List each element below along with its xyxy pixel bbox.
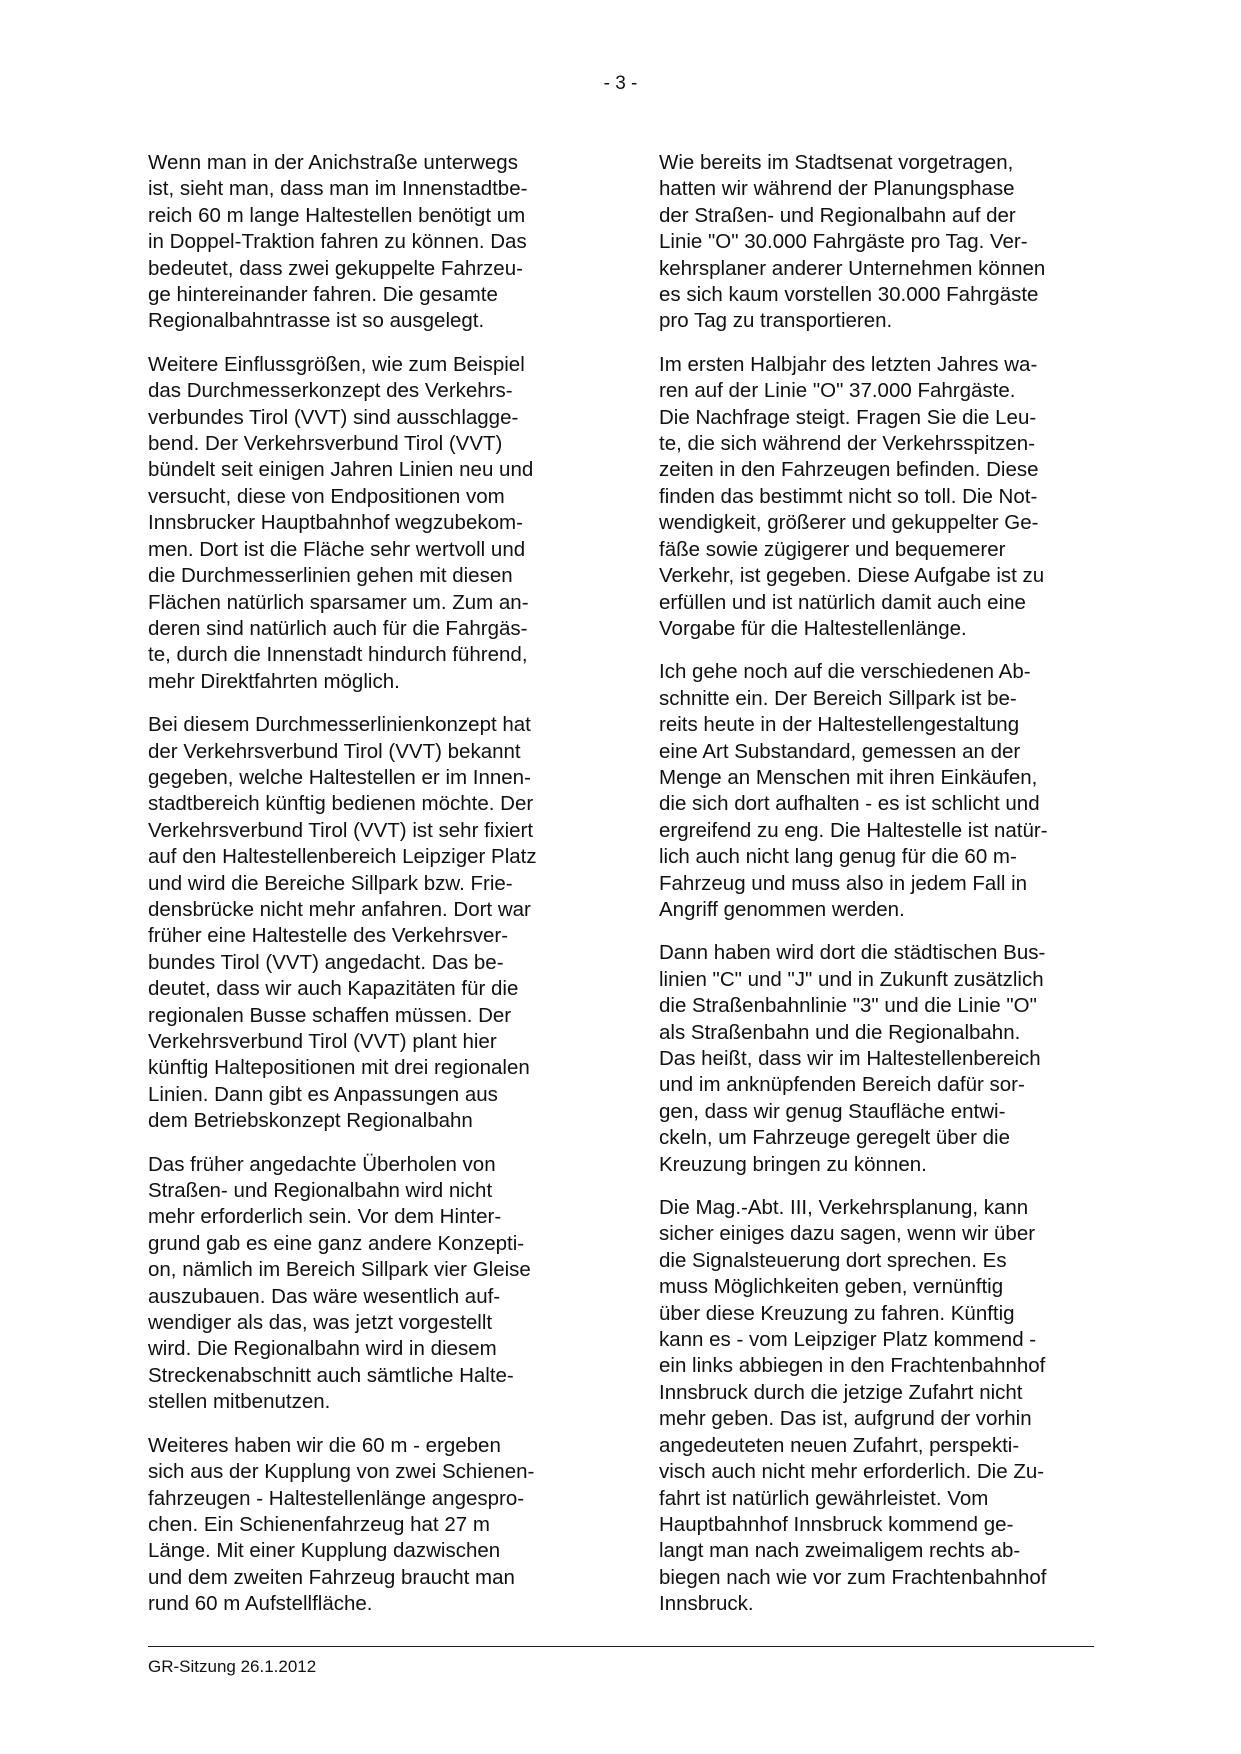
text-line: men. Dort ist die Fläche sehr wertvoll und <box>148 537 526 561</box>
text-line: Wie bereits im Stadtsenat vorgetragen, <box>659 151 1014 174</box>
text-line: Angriff genommen werden. <box>659 897 905 921</box>
paragraph <box>148 352 584 695</box>
text-line: verbundes Tirol (VVT) sind ausschlagge- <box>148 405 519 429</box>
text-line: reich 60 m lange Haltestellen benötigt um <box>148 203 526 227</box>
text-line: Regionalbahntrasse ist so ausgelegt. <box>148 309 485 333</box>
text-line: fahrt ist natürlich gewährleistet. Vom <box>659 1486 989 1510</box>
paragraph <box>148 712 584 1135</box>
text-line: Linien. Dann gibt es Anpassungen aus <box>148 1082 498 1106</box>
left-column <box>148 150 584 1635</box>
text-line: Weitere Einflussgrößen, wie zum Beispiel <box>148 352 525 376</box>
text-line: eine Art Substandard, gemessen an der <box>659 739 1021 763</box>
text-line: mehr geben. Das ist, aufgrund der vorhin <box>659 1407 1032 1431</box>
text-line: grund gab es eine ganz andere Konzepti- <box>148 1231 525 1255</box>
text-line: bedeutet, dass zwei gekuppelte Fahrzeu- <box>148 256 523 280</box>
text-line: Das heißt, dass wir im Haltestellenbereich <box>659 1047 1041 1070</box>
text-line: Verkehrsverbund Tirol (VVT) ist sehr fixiert <box>148 818 534 842</box>
text-line: versucht, diese von Endpositionen vom <box>148 484 505 508</box>
text-line: stadtbereich künftig bedienen möchte. Der <box>148 792 534 816</box>
text-line: ein links abbiegen in den Frachtenbahnhof <box>659 1354 1046 1378</box>
text-line: finden das bestimmt nicht so toll. Die Not- <box>659 484 1038 508</box>
text-line: Fahrzeug und muss also in jedem Fall in <box>659 871 1028 895</box>
text-line: Straßen- und Regionalbahn wird nicht <box>148 1179 493 1203</box>
text-line: langt man nach zweimaligem rechts ab- <box>659 1539 1021 1563</box>
text-line: chen. Ein Schienenfahrzeug hat 27 m <box>148 1512 490 1536</box>
text-line: es sich kaum vorstellen 30.000 Fahrgäste <box>659 283 1039 307</box>
text-line: Linie "O" 30.000 Fahrgäste pro Tag. Ver- <box>659 230 1028 254</box>
text-line: rund 60 m Aufstellfläche. <box>148 1592 373 1616</box>
text-line: kehrsplaner anderer Unternehmen können <box>659 256 1046 280</box>
text-line: und im anknüpfenden Bereich dafür sor- <box>659 1073 1025 1097</box>
text-line: Innsbruck durch die jetzige Zufahrt nicht <box>659 1380 1023 1404</box>
text-line: te, die sich während der Verkehrsspitzen- <box>659 432 1036 456</box>
text-line: mehr Direktfahrten möglich. <box>148 669 400 693</box>
text-line: Menge an Menschen mit ihren Einkäufen, <box>659 765 1038 789</box>
text-line: der Verkehrsverbund Tirol (VVT) bekannt <box>148 739 521 763</box>
text-line: ge hintereinander fahren. Die gesamte <box>148 283 498 307</box>
text-line: und wird die Bereiche Sillpark bzw. Frie- <box>148 871 513 895</box>
text-line: fäße sowie zügigerer und bequemerer <box>659 537 1006 561</box>
text-line: visch auch nicht mehr erforderlich. Die Zu- <box>659 1460 1045 1484</box>
text-line: wendigkeit, größerer und gekuppelter Ge- <box>659 511 1039 535</box>
text-line: die sich dort aufhalten - es ist schlicht und <box>659 792 1040 816</box>
text-line: biegen nach wie vor zum Frachtenbahnhof <box>659 1565 1047 1589</box>
text-line: sicher einiges dazu sagen, wenn wir über <box>659 1222 1036 1246</box>
text-line: die Straßenbahnlinie "3" und die Linie "O" <box>659 994 1037 1018</box>
text-line: stellen mitbenutzen. <box>148 1390 331 1414</box>
text-line: Wenn man in der Anichstraße unterwegs <box>148 151 518 174</box>
text-line: on, nämlich im Bereich Sillpark vier Gleise <box>148 1258 531 1282</box>
text-line: deutet, dass wir auch Kapazitäten für die <box>148 977 519 1001</box>
text-line: Streckenabschnitt auch sämtliche Halte- <box>148 1363 514 1387</box>
text-line: wendiger als das, was jetzt vorgestellt <box>148 1311 493 1335</box>
text-line: Innsbruck. <box>659 1592 754 1616</box>
text-line: Verkehr, ist gegeben. Diese Aufgabe ist zu <box>659 564 1045 588</box>
paragraph <box>659 940 1095 1178</box>
text-line: ergreifend zu eng. Die Haltestelle ist natür- <box>659 818 1048 842</box>
text-line: sich aus der Kupplung von zwei Schienen- <box>148 1460 535 1484</box>
text-line: muss Möglichkeiten geben, vernünftig <box>659 1275 1004 1299</box>
text-line: Innsbrucker Hauptbahnhof wegzubekom- <box>148 511 523 535</box>
text-line: hatten wir während der Planungsphase <box>659 177 1015 201</box>
text-line: kann es - vom Leipziger Platz kommend - <box>659 1328 1037 1352</box>
text-line: Die Nachfrage steigt. Fragen Sie die Leu- <box>659 405 1037 429</box>
text-line: fahrzeugen - Haltestellenlänge angespro- <box>148 1486 525 1510</box>
paragraph <box>148 1152 584 1416</box>
footer-divider <box>148 1646 1094 1647</box>
text-line: Verkehrsverbund Tirol (VVT) plant hier <box>148 1030 497 1053</box>
text-line: Im ersten Halbjahr des letzten Jahres wa- <box>659 352 1038 376</box>
right-column <box>659 150 1095 1635</box>
text-line: gen, dass wir genug Staufläche entwi- <box>659 1099 1006 1123</box>
paragraph <box>148 150 584 335</box>
text-line: bend. Der Verkehrsverbund Tirol (VVT) <box>148 432 503 456</box>
paragraph <box>659 659 1095 923</box>
text-line: auszubauen. Das wäre wesentlich auf- <box>148 1284 501 1308</box>
text-line: angedeuteten neuen Zufahrt, perspekti- <box>659 1433 1020 1457</box>
paragraph <box>659 1195 1095 1618</box>
text-line: künftig Haltepositionen mit drei regionalen <box>148 1056 530 1080</box>
text-line: Weiteres haben wir die 60 m - ergeben <box>148 1433 501 1457</box>
text-line: Die Mag.-Abt. III, Verkehrsplanung, kann <box>659 1196 1029 1220</box>
text-line: pro Tag zu transportieren. <box>659 309 893 333</box>
text-line: mehr erforderlich sein. Vor dem Hinter- <box>148 1205 502 1229</box>
footer-text: GR-Sitzung 26.1.2012 <box>148 1657 317 1676</box>
text-line: te, durch die Innenstadt hindurch führend, <box>148 643 528 667</box>
text-line: ren auf der Linie "O" 37.000 Fahrgäste. <box>659 379 1016 403</box>
text-line: Das früher angedachte Überholen von <box>148 1152 496 1176</box>
text-line: ckeln, um Fahrzeuge geregelt über die <box>659 1126 1010 1150</box>
text-line: und dem zweiten Fahrzeug braucht man <box>148 1565 515 1589</box>
text-line: ist, sieht man, dass man im Innenstadtbe- <box>148 177 528 201</box>
text-line: linien "C" und "J" und in Zukunft zusätzlich <box>659 967 1044 991</box>
text-line: densbrücke nicht mehr anfahren. Dort war <box>148 897 531 921</box>
paragraph <box>659 150 1095 335</box>
page-number: - 3 - <box>603 73 638 94</box>
text-line: gegeben, welche Haltestellen er im Innen- <box>148 765 531 789</box>
paragraph <box>659 352 1095 642</box>
text-line: die Signalsteuerung dort sprechen. Es <box>659 1248 1007 1272</box>
text-line: bündelt seit einigen Jahren Linien neu und <box>148 458 534 482</box>
text-line: das Durchmesserkonzept des Verkehrs- <box>148 379 513 403</box>
text-line: als Straßenbahn und die Regionalbahn. <box>659 1020 1021 1044</box>
text-line: der Straßen- und Regionalbahn auf der <box>659 203 1016 227</box>
paragraph <box>148 1433 584 1618</box>
text-line: Kreuzung bringen zu können. <box>659 1152 927 1176</box>
text-line: Ich gehe noch auf die verschiedenen Ab- <box>659 660 1031 684</box>
text-line: Vorgabe für die Haltestellenlänge. <box>659 616 967 640</box>
text-line: Bei diesem Durchmesserlinienkonzept hat <box>148 713 531 737</box>
text-line: Flächen natürlich sparsamer um. Zum an- <box>148 590 529 614</box>
text-line: früher eine Haltestelle des Verkehrsver- <box>148 924 509 948</box>
text-line: über diese Kreuzung zu fahren. Künftig <box>659 1301 1015 1325</box>
text-line: Länge. Mit einer Kupplung dazwischen <box>148 1539 501 1563</box>
text-line: wird. Die Regionalbahn wird in diesem <box>148 1337 497 1361</box>
text-line: dem Betriebskonzept Regionalbahn <box>148 1109 473 1133</box>
text-line: reits heute in der Haltestellengestaltung <box>659 713 1020 737</box>
text-line: lich auch nicht lang genug für die 60 m- <box>659 845 1017 869</box>
text-line: Hauptbahnhof Innsbruck kommend ge- <box>659 1512 1014 1536</box>
text-line: bundes Tirol (VVT) angedacht. Das be- <box>148 950 504 974</box>
text-line: zeiten in den Fahrzeugen befinden. Diese <box>659 458 1039 482</box>
text-line: Dann haben wird dort die städtischen Bus- <box>659 941 1046 965</box>
text-line: schnitte ein. Der Bereich Sillpark ist be- <box>659 686 1017 710</box>
text-line: in Doppel-Traktion fahren zu können. Das <box>148 230 527 254</box>
text-line: regionalen Busse schaffen müssen. Der <box>148 1003 512 1027</box>
text-line: erfüllen und ist natürlich damit auch eine <box>659 590 1026 614</box>
text-line: die Durchmesserlinien gehen mit diesen <box>148 564 513 588</box>
text-line: deren sind natürlich auch für die Fahrgäs- <box>148 616 528 640</box>
text-line: auf den Haltestellenbereich Leipziger Platz <box>148 845 537 869</box>
